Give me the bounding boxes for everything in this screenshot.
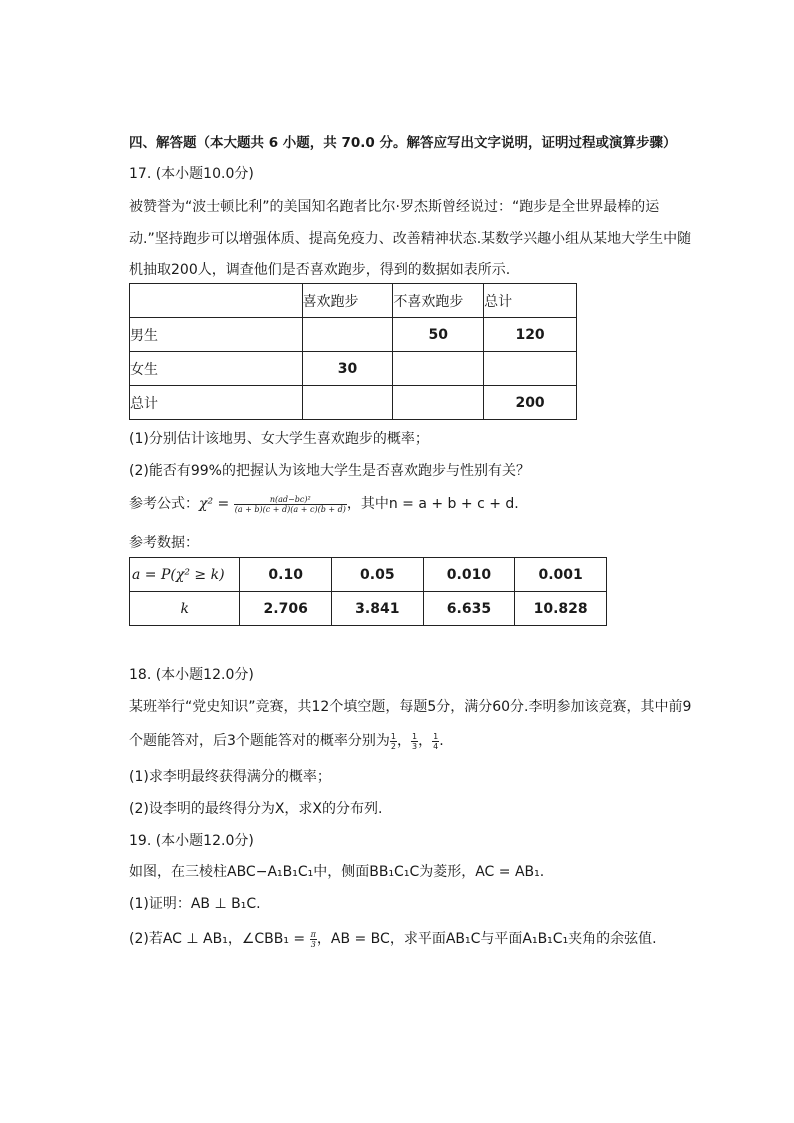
table-cell: 200: [484, 386, 577, 420]
table-cell: 6.635: [423, 592, 515, 626]
formula-label: 参考公式：: [129, 496, 199, 512]
q17-survey-table: [129, 283, 577, 420]
table-cell: k: [130, 592, 240, 626]
table-cell: 3.841: [332, 592, 424, 626]
table-cell: 0.001: [515, 558, 607, 592]
table-row: [130, 592, 607, 626]
formula-fraction: [234, 495, 347, 514]
q17-text-line-1: 被赞誉为“波士顿比利”的美国知名跑者比尔·罗杰斯曾经说过：“跑步是全世界最棒的运: [129, 199, 660, 215]
formula-tail: ，其中n = a + b + c + d.: [346, 496, 519, 512]
table-cell: 0.10: [240, 558, 332, 592]
table-cell: a = P(χ² ≥ k): [130, 558, 240, 592]
formula-denominator: (a + b)(c + d)(a + c)(b + d): [234, 504, 346, 514]
q18-header: 18. (本小题12.0分): [129, 667, 254, 683]
q17-reference-label: 参考数据：: [129, 535, 199, 551]
q17-formula: [129, 494, 519, 514]
table-row: [130, 352, 577, 386]
numerator: π: [310, 929, 316, 939]
q18-part-2: (2)设李明的最终得分为X，求X的分布列.: [129, 801, 383, 817]
q17-part-1: (1)分别估计该地男、女大学生喜欢跑步的概率；: [129, 431, 429, 447]
q17-part-2: (2)能否有99%的把握认为该地大学生是否喜欢跑步与性别有关？: [129, 463, 530, 479]
numerator: 1: [390, 731, 396, 741]
formula-lhs: χ² =: [199, 496, 234, 512]
q19-header: 19. (本小题12.0分): [129, 833, 254, 849]
q18-part-1: (1)求李明最终获得满分的概率；: [129, 769, 331, 785]
table-cell: 0.05: [332, 558, 424, 592]
q17-header: 17. (本小题10.0分): [129, 166, 254, 182]
table-cell: 男生: [130, 318, 303, 352]
q18-text-line-1: 某班举行“党史知识”竞赛，共12个填空题，每题5分，满分60分.李明参加该竞赛，其中前9: [129, 699, 692, 715]
table-header-cell: 不喜欢跑步: [393, 284, 484, 318]
table-cell: 50: [393, 318, 484, 352]
reference-data-table: [129, 557, 607, 626]
q19-part-1: (1)证明：AB ⊥ B₁C.: [129, 896, 261, 912]
table-cell: [393, 352, 484, 386]
q17-text-line-2: 动.”坚持跑步可以增强体质、提高免疫力、改善精神状态.某数学兴趣小组从某地大学生中随: [129, 231, 692, 247]
denominator: 3: [310, 939, 316, 949]
q17-text-line-3: 机抽取200人，调查他们是否喜欢跑步，得到的数据如表所示.: [129, 262, 511, 278]
q19-part-2-pre: (2)若AC ⊥ AB₁，∠CBB₁ =: [129, 931, 310, 947]
table-header-cell: 总计: [484, 284, 577, 318]
table-cell: 10.828: [515, 592, 607, 626]
section-title: 四、解答题（本大题共 6 小题，共 70.0 分。解答应写出文字说明，证明过程或演算步骤）: [129, 135, 677, 151]
q19-part-2: [129, 929, 657, 949]
table-cell: [484, 352, 577, 386]
denominator: 4: [433, 741, 439, 751]
table-cell: 30: [302, 352, 393, 386]
fraction-quarter: [432, 732, 439, 751]
table-header-cell: 喜欢跑步: [302, 284, 393, 318]
q19-part-2-post: ，AB = BC，求平面AB₁C与平面A₁B₁C₁夹角的余弦值.: [316, 931, 657, 947]
denominator: 2: [390, 741, 396, 751]
table-cell: [302, 318, 393, 352]
table-cell: 女生: [130, 352, 303, 386]
table-row: [130, 558, 607, 592]
table-cell: [393, 386, 484, 420]
table-header-cell: [130, 284, 303, 318]
table-cell: 2.706: [240, 592, 332, 626]
q19-text-line-1: 如图，在三棱柱ABC−A₁B₁C₁中，侧面BB₁C₁C为菱形，AC = AB₁.: [129, 864, 545, 880]
fraction-pi-third: [310, 930, 317, 949]
q18-line-2-text: 个题能答对，后3个题能答对的概率分别为: [129, 733, 390, 749]
table-cell: 总计: [130, 386, 303, 420]
q18-text-line-2: 个题能答对，后3个题能答对的概率分别为 $\frac{1}{2}$ ， $\frac{1}{3}$ ， $\frac{1}{4}$ .: [129, 731, 444, 751]
table-cell: [302, 386, 393, 420]
table-row: [130, 386, 577, 420]
table-header-row: [130, 284, 577, 318]
numerator: 1: [412, 731, 418, 741]
fraction-half: [390, 732, 397, 751]
numerator: 1: [433, 731, 439, 741]
denominator: 3: [412, 741, 418, 751]
table-cell: 0.010: [423, 558, 515, 592]
table-cell: 120: [484, 318, 577, 352]
table-row: [130, 318, 577, 352]
formula-numerator: n(ad−bc)²: [234, 495, 347, 505]
fraction-third: [411, 732, 418, 751]
